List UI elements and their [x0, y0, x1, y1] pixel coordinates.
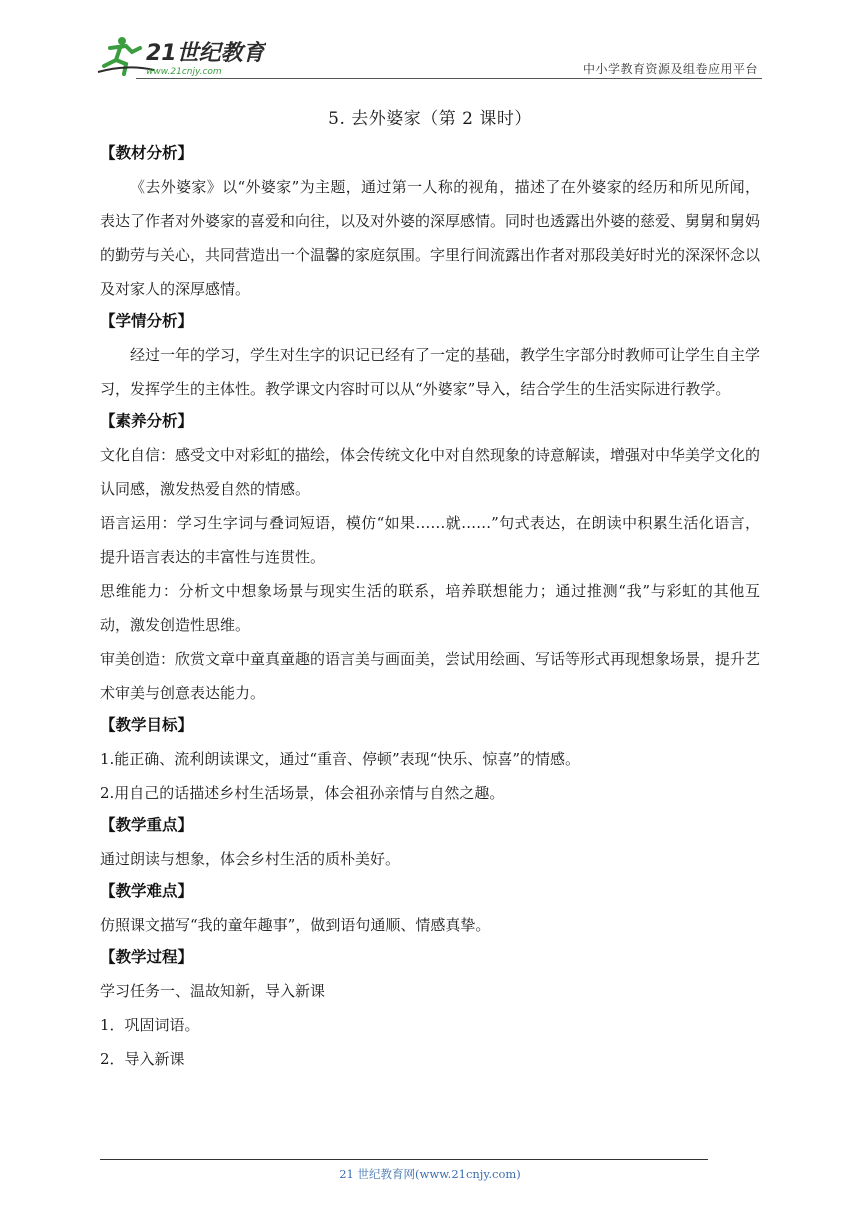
- process-task-1: 学习任务一、温故知新，导入新课: [100, 982, 326, 1000]
- footer-website: 21 世纪教育网(www.21cnjy.com): [339, 1167, 521, 1181]
- student-analysis-text: 经过一年的学习，学生对生字的识记已经有了一定的基础，教学生字部分时教师可让学生自主学习，发挥学生的主体性。教学课文内容时可以从“外婆家”导入，结合学生的生活实际进行教学。: [100, 346, 761, 398]
- header-divider: [136, 78, 762, 79]
- svg-text:www.21cnjy.com: www.21cnjy.com: [146, 67, 222, 77]
- document-body: [100, 104, 760, 1076]
- literacy-item-culture: 文化自信：感受文中对彩虹的描绘，体会传统文化中对自然现象的诗意解读，增强对中华美学文化的认同感，激发热爱自然的情感。: [100, 446, 761, 498]
- heading-teaching-difficulty: 【教学难点】: [100, 882, 194, 900]
- page-header: [96, 30, 760, 80]
- process-step-1: 1．巩固词语。: [100, 1016, 200, 1034]
- heading-teaching-focus: 【教学重点】: [100, 816, 194, 834]
- goal-item-2: 2.用自己的话描述乡村生活场景，体会祖孙亲情与自然之趣。: [100, 784, 505, 802]
- literacy-item-language: 语言运用：学习生字词与叠词短语，模仿“如果……就……”句式表达，在朗读中积累生活化语言，提升语言表达的丰富性与连贯性。: [100, 514, 760, 566]
- literacy-item-thinking: 思维能力：分析文中想象场景与现实生活的联系，培养联想能力；通过推测“我”与彩虹的其他互动，激发创造性思维。: [100, 582, 760, 634]
- heading-teaching-process: 【教学过程】: [100, 948, 194, 966]
- literacy-item-aesthetics: 审美创造：欣赏文章中童真童趣的语言美与画面美，尝试用绘画、写话等形式再现想象场景，提升艺术审美与创意表达能力。: [100, 650, 761, 702]
- site-logo: [96, 34, 266, 78]
- textbook-analysis-text: 《去外婆家》以“外婆家”为主题，通过第一人称的视角，描述了在外婆家的经历和所见所闻，表达了作者对外婆家的喜爱和向往，以及对外婆的深厚感情。同时也透露出外婆的慈爱、舅舅和舅妈的勤劳与关心，共同营造出一个温馨的家庭氛围。字里行间流露出作者对那段美好时光的深深怀念以及对家人的深厚感情。: [100, 178, 761, 298]
- process-step-2: 2．导入新课: [100, 1050, 185, 1068]
- lesson-title: 5. 去外婆家（第 2 课时）: [328, 109, 532, 129]
- goal-item-1: 1.能正确、流利朗读课文，通过“重音、停顿”表现“快乐、惊喜”的情感。: [100, 750, 580, 768]
- teaching-focus-text: 通过朗读与想象，体会乡村生活的质朴美好。: [100, 850, 401, 868]
- svg-text:21世纪教育: 21世纪教育: [146, 41, 265, 66]
- teaching-difficulty-text: 仿照课文描写“我的童年趣事”，做到语句通顺、情感真挚。: [100, 916, 491, 934]
- platform-name: 中小学教育资源及组卷应用平台: [582, 62, 758, 76]
- heading-teaching-goals: 【教学目标】: [100, 716, 194, 734]
- heading-literacy-analysis: 【素养分析】: [100, 412, 194, 430]
- heading-textbook-analysis: 【教材分析】: [100, 144, 194, 162]
- heading-student-analysis: 【学情分析】: [100, 312, 194, 330]
- footer-divider: [100, 1159, 708, 1160]
